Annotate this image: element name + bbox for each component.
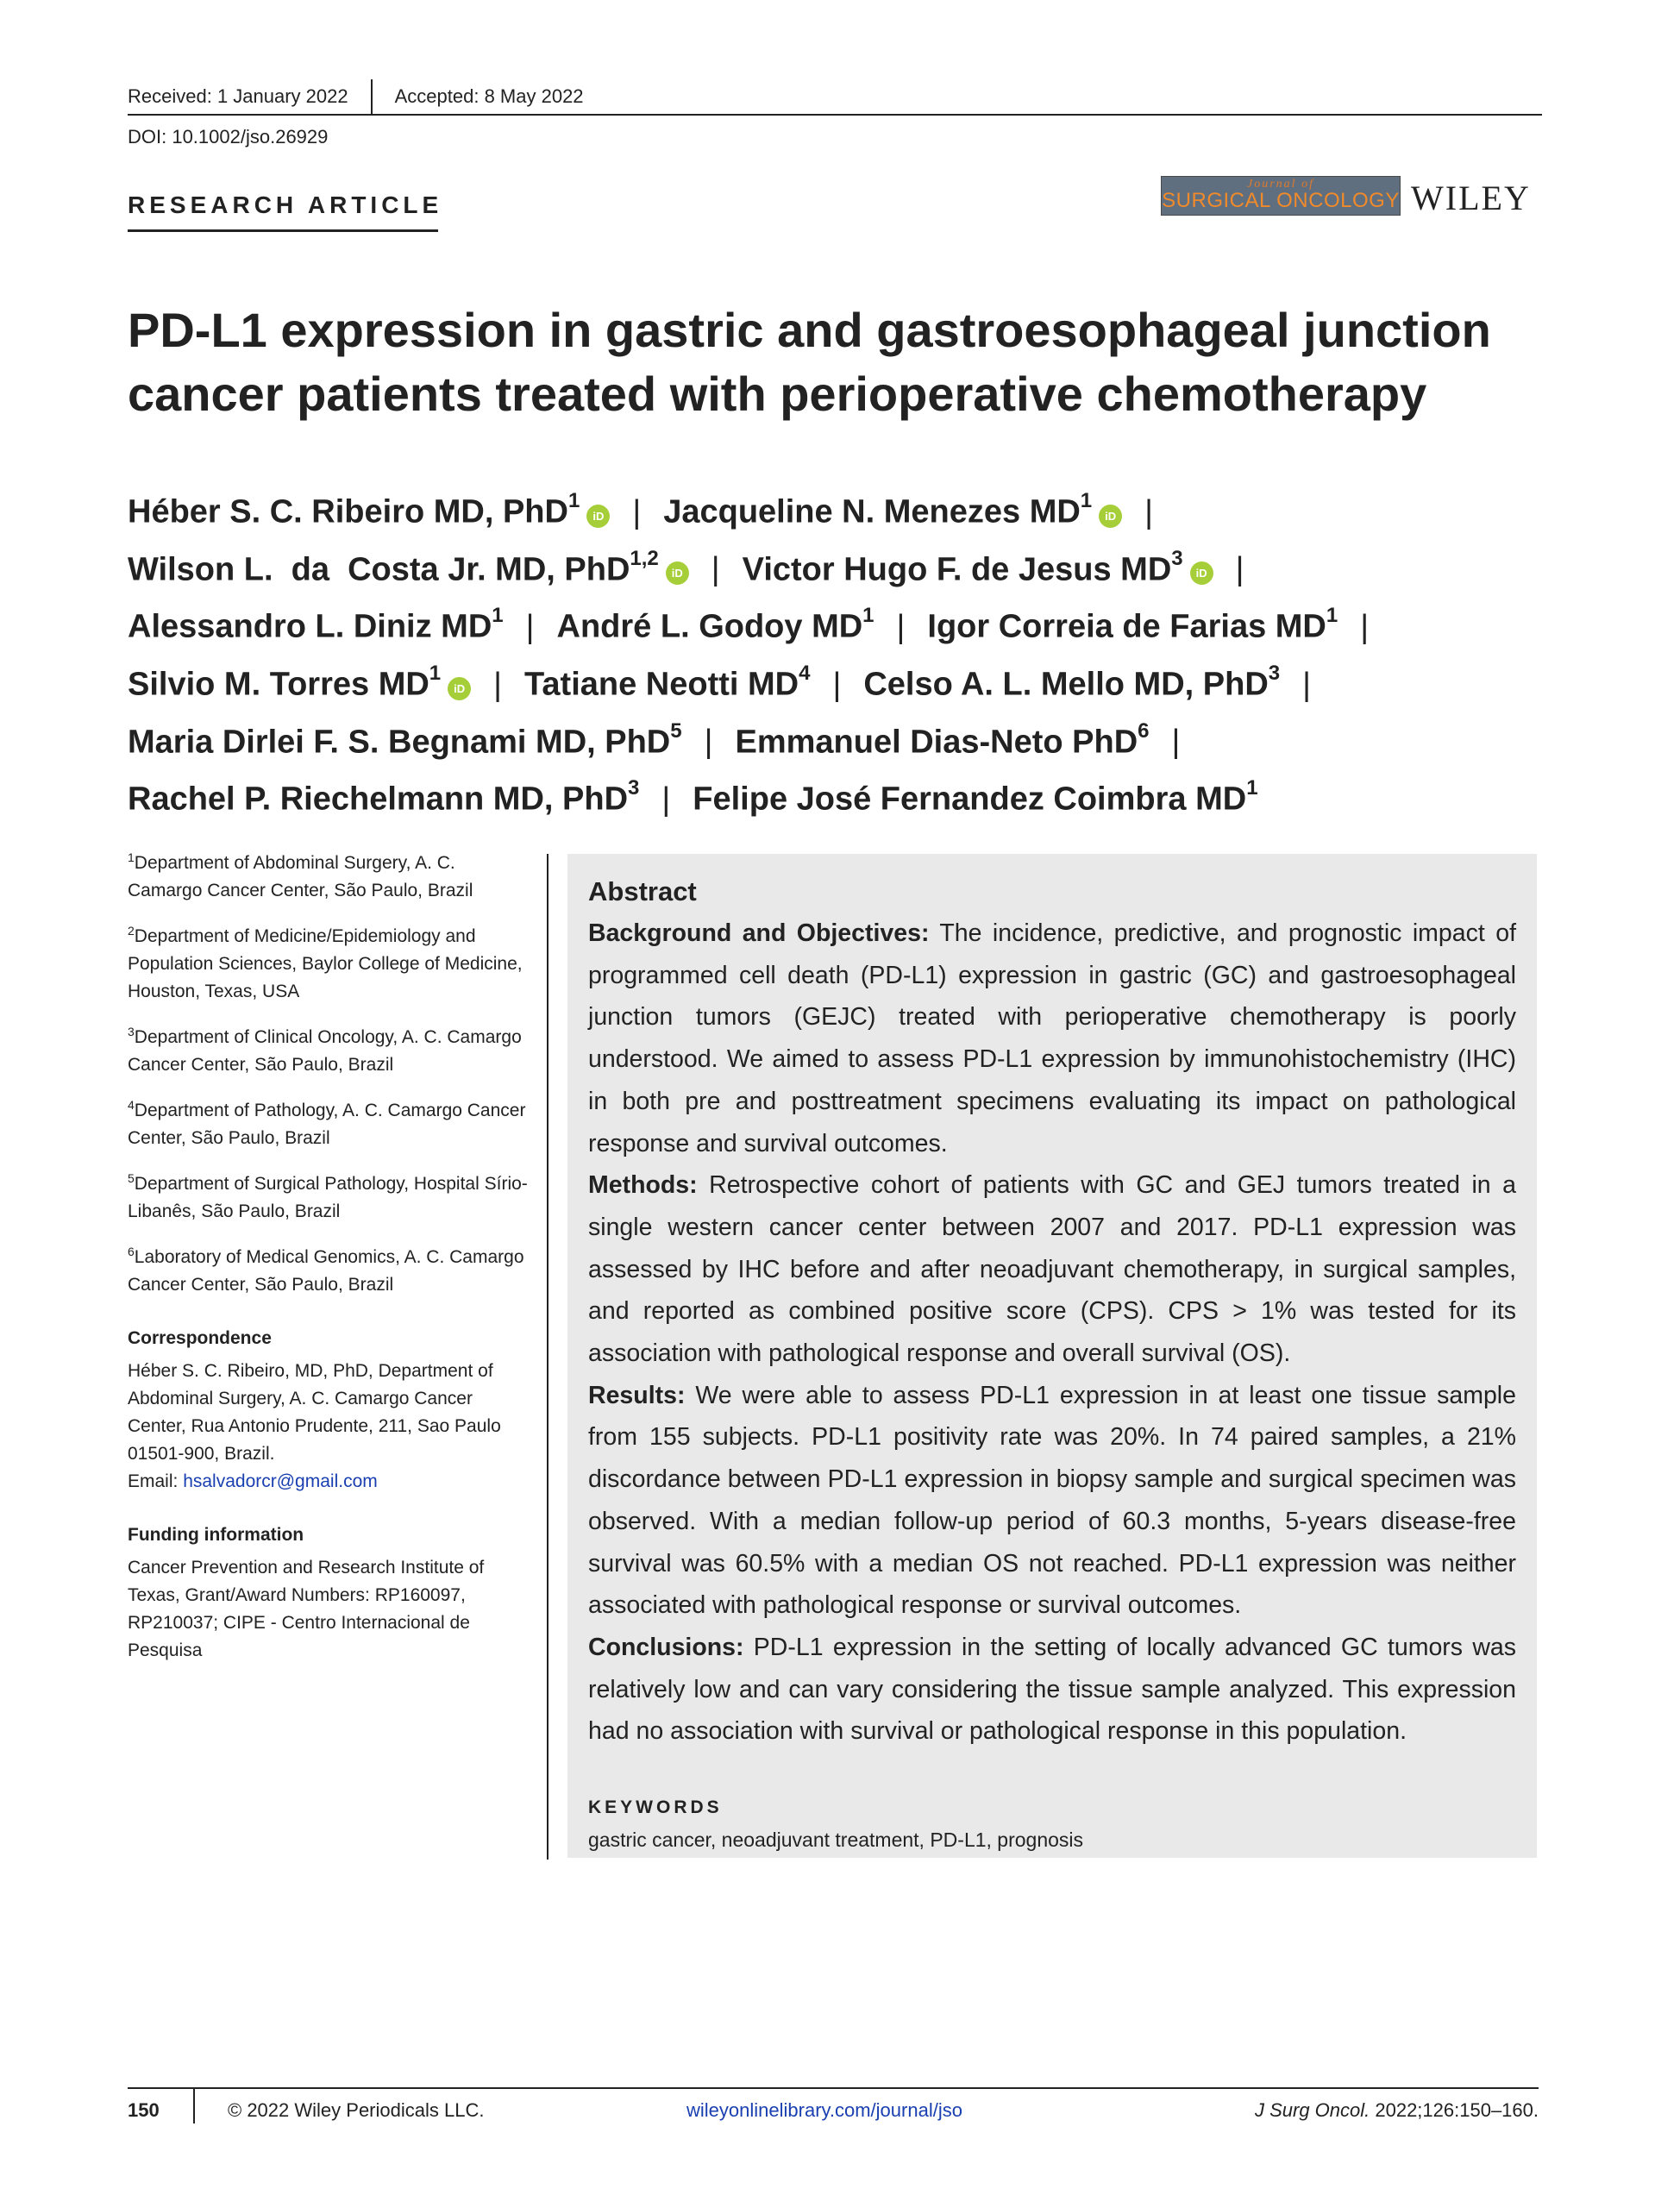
abstract-title: Abstract [588,876,697,906]
orcid-icon[interactable]: iD [1190,561,1213,585]
column-divider [547,854,549,1860]
author-separator: | [661,781,671,818]
author-separator: | [832,666,842,703]
author-name: Igor Correia de Farias MD [927,608,1326,645]
affiliation-number: 4 [128,1098,135,1112]
email-link[interactable]: hsalvadorcr@gmail.com [183,1471,378,1491]
author-name: Héber S. C. Ribeiro MD, PhD [128,493,568,530]
affiliation [128,917,533,1006]
correspondence-address: Héber S. C. Ribeiro, MD, PhD, Department of Abdominal Surgery, A. C. Camargo Cancer Center, Rua Antonio Prudente, 211, Sao Paulo 01501-900, Brazil. [128,1361,501,1464]
keywords-heading: KEYWORDS [588,1797,723,1818]
citation [1255,2099,1539,2122]
orcid-icon[interactable]: iD [448,677,471,700]
affiliation-text: Department of Clinical Oncology, A. C. Camargo Cancer Center, São Paulo, Brazil [128,1027,522,1075]
abstract-results-label: Results: [588,1381,686,1409]
author-line [128,480,1559,537]
funding-text: Cancer Prevention and Research Institute of Texas, Grant/Award Numbers: RP160097, RP210037; CIPE - Centro Internacional de Pesquisa [128,1558,485,1660]
affiliation [128,1164,533,1226]
abstract-conclusions [588,1627,1516,1753]
author-name: Emmanuel Dias-Neto PhD [735,724,1138,761]
author-list [128,480,1559,825]
abstract-results [588,1375,1516,1627]
author-affiliation-ref: 1,2 [630,546,659,570]
author-separator: | [896,608,906,645]
orcid-icon[interactable]: iD [666,561,689,585]
abstract-background-text: The incidence, predictive, and prognostic impact of programmed cell death (PD-L1) expression in gastric (GC) and gastroesophageal junction tumors (GEJC) treated with perioperative chemotherapy is poorly understood. We aimed to assess PD-L1 expression by immunohistochemistry (IHC) in both pre and posttreatment specimens evaluating its impact on pathological response and survival outcomes. [588,919,1516,1157]
abstract-conclusions-text: PD-L1 expression in the setting of locally advanced GC tumors was relatively low and can vary considering the tissue sample analyzed. This expression had no association with survival or pathological response in this population. [588,1633,1516,1746]
copyright: © 2022 Wiley Periodicals LLC. [228,2099,485,2121]
author-name: Wilson L. da Costa Jr. MD, PhD [128,551,630,588]
journal-url-link[interactable]: wileyonlinelibrary.com/journal/jso [686,2099,962,2121]
author-affiliation-ref: 3 [1171,546,1183,570]
page-footer [128,2087,1539,2125]
abstract-results-text: We were able to assess PD-L1 expression in at least one tissue sample from 155 subjects. PD-L1 positivity rate was 20%. In 74 paired samples, a 21% discordance between PD-L1 expression in biopsy sample and surgical specimen was observed. With a median follow-up period of 60.3 months, 5-years disease-free survival was 60.5% with a median OS not reached. PD-L1 expression was neither associated with pathological response or survival outcomes. [588,1381,1516,1620]
correspondence-heading: Correspondence [128,1328,272,1348]
footer-separator [193,2089,195,2123]
author-line [128,710,1559,768]
affiliation-text: Laboratory of Medical Genomics, A. C. Camargo Cancer Center, São Paulo, Brazil [128,1247,524,1295]
abstract-background-label: Background and Objectives: [588,919,930,947]
received-date: Received: 1 January 2022 [128,85,348,107]
accepted-date: Accepted: 8 May 2022 [394,85,584,107]
abstract-box [567,854,1537,1858]
author-line [128,767,1559,825]
author-line [128,594,1559,652]
affiliation-number: 1 [128,850,135,864]
author-name: André L. Godoy MD [556,608,863,645]
dates-row [128,79,1542,116]
affiliation-number: 2 [128,924,135,938]
journal-logo-top-text: Journal of [1247,178,1314,191]
affiliation-text: Department of Medicine/Epidemiology and Population Sciences, Baylor College of Medicine, Houston, Texas, USA [128,926,523,1001]
author-affiliation-ref: 1 [567,489,580,512]
author-affiliation-ref: 4 [799,661,811,685]
abstract-methods-text: Retrospective cohort of patients with GC and GEJ tumors treated in a single western cancer center between 2007 and 2017. PD-L1 expression was assessed by IHC before and after neoadjuvant chemotherapy, in surgical samples, and reported as combined positive score (CPS). CPS > 1% was tested for its association with pathological response and overall survival (OS). [588,1171,1516,1368]
affiliation-text: Department of Surgical Pathology, Hospital Sírio-Libanês, São Paulo, Brazil [128,1174,528,1221]
author-affiliation-ref: 5 [670,718,682,743]
orcid-icon[interactable]: iD [586,505,610,528]
author-separator: | [1171,724,1181,761]
affiliation [128,1091,533,1152]
author-separator: | [525,608,535,645]
article-header-meta [128,79,1542,148]
author-line [128,652,1559,710]
author-name: Jacqueline N. Menezes MD [663,493,1081,530]
journal-logo-bottom-text: SURGICAL ONCOLOGY [1162,189,1400,212]
affiliation [128,1018,533,1079]
author-separator: | [1360,608,1370,645]
author-name: Tatiane Neotti MD [524,666,799,703]
author-affiliation-ref: 1 [1246,776,1258,800]
affiliations-column [128,844,533,1665]
abstract-background [588,913,1516,1164]
author-separator: | [632,493,642,530]
affiliation-text: Department of Abdominal Surgery, A. C. Camargo Cancer Center, São Paulo, Brazil [128,853,473,900]
affiliation [128,1238,533,1299]
abstract-conclusions-label: Conclusions: [588,1633,744,1661]
email-label: Email: [128,1471,184,1491]
author-affiliation-ref: 1 [1326,604,1338,628]
article-type-underline [128,229,438,232]
affiliation-number: 5 [128,1171,135,1185]
affiliation [128,844,533,905]
author-affiliation-ref: 3 [1268,661,1281,685]
author-name: Silvio M. Torres MD [128,666,429,703]
journal-logo [1161,176,1401,216]
orcid-icon[interactable]: iD [1099,505,1122,528]
author-name: Victor Hugo F. de Jesus MD [742,551,1172,588]
author-affiliation-ref: 1 [492,604,504,628]
author-affiliation-ref: 1 [862,604,874,628]
publisher-logo: WILEY [1411,179,1531,217]
affiliation-number: 6 [128,1245,135,1258]
citation-details: 2022;126:150–160. [1370,2099,1539,2121]
author-affiliation-ref: 1 [429,661,442,685]
correspondence-text [128,1358,533,1496]
article-title: PD-L1 expression in gastric and gastroesophageal junction cancer patients treated with perioperative chemotherapy [128,303,1491,421]
journal-abbrev: J Surg Oncol. [1254,2099,1370,2121]
author-name: Felipe José Fernandez Coimbra MD [693,781,1247,818]
author-affiliation-ref: 3 [628,776,640,800]
affiliation-number: 3 [128,1025,135,1038]
author-name: Celso A. L. Mello MD, PhD [863,666,1269,703]
author-name: Rachel P. Riechelmann MD, PhD [128,781,629,818]
author-separator: | [711,551,720,588]
author-affiliation-ref: 1 [1080,489,1093,512]
author-name: Alessandro L. Diniz MD [128,608,492,645]
author-separator: | [1235,551,1244,588]
article-type: RESEARCH ARTICLE [128,191,443,218]
affiliation-text: Department of Pathology, A. C. Camargo Cancer Center, São Paulo, Brazil [128,1101,526,1148]
funding-heading: Funding information [128,1525,304,1545]
abstract-methods [588,1164,1516,1375]
author-name: Maria Dirlei F. S. Begnami MD, PhD [128,724,671,761]
author-separator: | [493,666,503,703]
abstract-methods-label: Methods: [588,1171,698,1200]
author-line [128,537,1559,595]
author-affiliation-ref: 6 [1138,718,1150,743]
doi[interactable]: DOI: 10.1002/jso.26929 [128,126,329,147]
author-separator: | [1302,666,1311,703]
header-separator [371,79,373,114]
author-separator: | [1144,493,1154,530]
page-number: 150 [128,2099,160,2121]
keywords-text: gastric cancer, neoadjuvant treatment, PD-L1, prognosis [588,1828,1084,1852]
author-separator: | [704,724,713,761]
